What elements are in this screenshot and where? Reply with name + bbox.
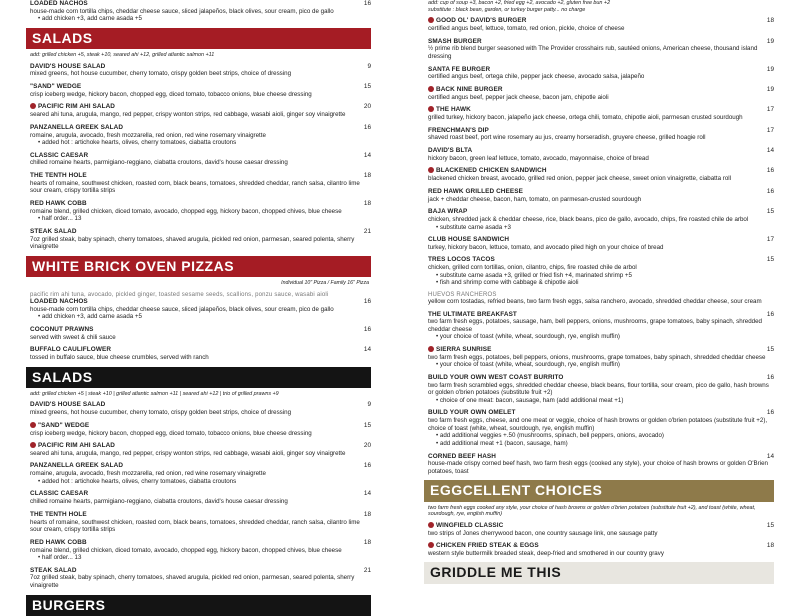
menu-item xyxy=(428,66,774,81)
item-name xyxy=(428,17,774,25)
item-name-text: PANZANELLA GREEK SALAD xyxy=(30,462,124,470)
item-name-text: RED HAWK GRILLED CHEESE xyxy=(428,187,523,195)
item-desc: grilled turkey, hickory bacon, jalapeño jack cheese, ortega chili, tomato, chipotle aioli, parmesan crusted sourdough xyxy=(428,114,743,122)
item-name-text: BLACKENED CHICKEN SANDWICH xyxy=(436,167,547,175)
item-price: 15 xyxy=(766,521,774,529)
item-name-text: TRES LOCOS TACOS xyxy=(428,256,495,264)
item-desc: seared ahi tuna, arugula, mango, red pepper, crispy wonton strips, red cabbage, wasabi aioli, ginger soy vinaigrette xyxy=(30,449,346,457)
menu-item xyxy=(428,17,774,32)
item-desc: two farm fresh eggs, potatoes, sausage, ham, bell peppers, onions, mushrooms, grape tomatoes, baby spinach, shredded cheddar cheese xyxy=(428,318,762,333)
item-desc: chicken, shredded jack & cheddar cheese, rice, black beans, pico de gallo, avocado, chips, fire roasted chile de arbol xyxy=(428,215,749,223)
item-price: 9 xyxy=(367,62,371,70)
item-desc: two strips of Jones cherrywood bacon, one country sausage link, one sausage patty xyxy=(428,529,658,537)
item-desc: blackened chicken breast, avocado, grilled red onion, pepper jack cheese, sweet onion vinaigrette, ciabatta roll xyxy=(428,175,732,183)
item-desc: 7oz grilled steak, baby spinach, cherry tomatoes, shaved arugula, pickled red onion, parmesan, seared polenta, sherry vinaigrette xyxy=(30,235,355,251)
item-name-text: THE TENTH HOLE xyxy=(30,172,87,180)
item-name xyxy=(30,228,371,236)
item-price: 16 xyxy=(363,0,371,7)
item-name xyxy=(30,124,371,132)
item-price: 16 xyxy=(766,187,774,195)
item-name-text: CLUB HOUSE SANDWICH xyxy=(428,236,510,244)
item-sub: • added hot : artichoke hearts, olives, cherry tomatoes, ciabatta croutons xyxy=(38,477,237,485)
item-name-text: SMASH BURGER xyxy=(428,37,482,45)
item-desc: yellow corn tostadas, refried beans, two farm fresh eggs, salsa ranchero, avocado, shredded cheddar cheese, sour cream xyxy=(428,297,762,305)
menu-item xyxy=(30,298,371,321)
item-desc: 7oz grilled steak, baby spinach, cherry tomatoes, shaved arugula, pickled red onion, parmesan, seared polenta, sherry vinaigrette xyxy=(30,574,355,590)
menu-item xyxy=(428,38,774,61)
item-name xyxy=(428,86,774,94)
item-name xyxy=(30,490,371,498)
item-sub: • add chicken +3, add carne asada +5 xyxy=(38,313,142,321)
signature-dot-icon xyxy=(428,106,434,112)
item-name xyxy=(30,346,371,354)
menu-item xyxy=(30,422,371,437)
item-desc: chicken, grilled corn tortillas, onion, cilantro, chips, fire roasted chile de arbol xyxy=(428,264,637,272)
signature-dot-icon xyxy=(428,86,434,92)
item-sub: • added hot : artichoke hearts, olives, cherry tomatoes, ciabatta croutons xyxy=(38,139,237,147)
item-name-text: CLASSIC CAESAR xyxy=(30,151,89,159)
item-name xyxy=(428,167,774,175)
salads-list xyxy=(0,63,385,251)
menu-item xyxy=(30,346,371,361)
item-sub: • choice of one meat: bacon, sausage, ham (add additional meat +1) xyxy=(436,396,624,404)
item-name xyxy=(428,127,774,135)
item-name xyxy=(30,83,371,91)
item-price: 18 xyxy=(363,199,371,207)
item-desc: house-made corn tortilla chips, cheddar cheese sauce, sliced jalapeños, black olives, sour cream, pico de gallo xyxy=(30,7,334,15)
item-sub: • add additional veggies +.50 (mushrooms, spinach, bell peppers, onions, avocado) • add additional meat +1 (bacon, sausage, ham) xyxy=(436,432,664,447)
item-name-text: BACK NINE BURGER xyxy=(436,85,503,93)
item-name xyxy=(30,103,371,111)
item-desc: two farm fresh scrambled eggs, shredded cheddar cheese, black beans, flour tortilla, sour cream, pico de gallo, hash browns or golden o'brien potatoes (substitute fruit +2) xyxy=(428,381,769,397)
item-price: 9 xyxy=(367,401,371,409)
item-price: 15 xyxy=(766,208,774,216)
menu-item xyxy=(30,152,371,167)
item-name xyxy=(30,511,371,519)
item-desc: certified angus beef, lettuce, tomato, red onion, pickle, choice of cheese xyxy=(428,25,625,32)
item-name xyxy=(428,311,774,319)
signature-dot-icon xyxy=(428,522,434,528)
item-desc: house-made crispy corned beef hash, two farm fresh eggs (cooked any style), your choice of hash browns or golden O'Brien potatoes, toast xyxy=(428,460,768,475)
appetizer-list xyxy=(0,298,385,362)
item-name xyxy=(30,63,371,71)
item-price: 15 xyxy=(363,421,371,429)
burger-add-note: add: cup of soup +3, bacon +2, fried egg +2, avocado +2, gluten free bun +2 xyxy=(428,0,611,6)
menu-item xyxy=(428,188,774,203)
item-sub: • substitute carne asada +3 xyxy=(436,223,511,231)
cut-off-text: pacific rim ahi tuna, avocado, pickled ginger, toasted sesame seeds, scallions, ponzu sauce, wasabi aioli xyxy=(30,292,329,298)
item-desc: mixed greens, hot house cucumber, cherry tomato, crispy golden beet strips, choice of dressing xyxy=(30,409,292,417)
menu-item xyxy=(30,326,371,341)
item-name: LOADED NACHOS xyxy=(30,0,88,7)
menu-item xyxy=(428,374,774,405)
menu-item xyxy=(30,103,371,118)
menu-item xyxy=(428,127,774,142)
menu-item xyxy=(30,567,371,590)
item-desc: hearts of romaine, southwest chicken, roasted corn, black beans, tomatoes, shredded cheddar, ranch salsa, cilantro lime sour cream, crispy tortilla strips xyxy=(30,179,360,195)
item-price: 16 xyxy=(363,325,371,333)
salads-list-2 xyxy=(0,401,385,589)
item-price: 19 xyxy=(766,85,774,93)
item-desc: romaine, arugula, avocado, fresh mozzarella, red onion, red wine rosemary vinaigrette xyxy=(30,470,266,478)
signature-dot-icon xyxy=(428,542,434,548)
item-price: 18 xyxy=(363,172,371,180)
menu-item xyxy=(30,228,371,251)
item-price: 16 xyxy=(363,462,371,470)
menu-item xyxy=(428,522,774,537)
menu-item xyxy=(428,147,774,162)
item-price: 17 xyxy=(766,126,774,134)
burger-sub-note: substitute : black bean, garden, or turkey burger patty... no charge xyxy=(428,6,586,13)
burgers-sandwiches-list xyxy=(428,17,774,287)
signature-dot-icon xyxy=(428,17,434,23)
item-name xyxy=(30,422,371,430)
item-price: 15 xyxy=(363,82,371,90)
item-sub: • substitute carne asada +3, grilled or fried fish +4, marinated shrimp +5 • fish and shrimp come with cabbage & chipotle aioli xyxy=(436,271,632,287)
item-price: 18 xyxy=(766,17,774,25)
menu-page-upper-left xyxy=(0,0,385,292)
item-price: 15 xyxy=(766,346,774,353)
item-price: 16 xyxy=(766,373,774,381)
item-name xyxy=(30,539,371,547)
item-name xyxy=(428,453,774,461)
item-name-text: THE ULTIMATE BREAKFAST xyxy=(428,310,517,318)
item-name-text: SIERRA SUNRISE xyxy=(436,346,492,353)
menu-item xyxy=(428,346,774,369)
menu-page-lower-left xyxy=(0,292,385,613)
cut-off-text-right: HUEVOS RANCHEROS xyxy=(428,291,497,298)
item-name-text: THE TENTH HOLE xyxy=(30,510,87,518)
item-name xyxy=(428,147,774,155)
signature-dot-icon xyxy=(428,346,434,352)
item-desc: chilled romaine hearts, parmigiano-reggiano, ciabatta croutons, david's house caesar dressing xyxy=(30,159,288,167)
item-name-text: WINGFIELD CLASSIC xyxy=(436,521,504,529)
item-desc: chilled romaine hearts, parmigiano-reggiano, ciabatta croutons, david's house caesar dressing xyxy=(30,498,288,506)
item-price: 19 xyxy=(766,65,774,73)
burgers-header: BURGERS xyxy=(26,595,371,616)
item-desc: tossed in buffalo sauce, blue cheese crumbles, served with ranch xyxy=(30,354,209,362)
item-price: 19 xyxy=(766,37,774,45)
item-name-text: DAVID'S HOUSE SALAD xyxy=(30,62,106,70)
item-price: 14 xyxy=(363,490,371,498)
item-price: 18 xyxy=(363,538,371,546)
menu-item xyxy=(30,511,371,534)
item-name xyxy=(428,66,774,74)
item-desc: turkey, hickory bacon, lettuce, tomato, and avocado piled high on your choice of bread xyxy=(428,243,664,251)
signature-dot-icon xyxy=(30,422,36,428)
signature-dot-icon xyxy=(428,167,434,173)
item-name-text: "SAND" WEDGE xyxy=(30,82,82,90)
menu-item xyxy=(30,490,371,505)
item-price: 14 xyxy=(766,452,774,460)
item-name xyxy=(428,522,774,530)
menu-item xyxy=(30,442,371,457)
item-name xyxy=(428,346,774,354)
eggcellent-list xyxy=(428,522,774,558)
item-price: 17 xyxy=(766,236,774,244)
item-desc: seared ahi tuna, arugula, mango, red pepper, crispy wonton strips, red cabbage, wasabi aioli, ginger soy vinaigrette xyxy=(30,111,346,119)
menu-item xyxy=(30,124,371,147)
item-name xyxy=(428,188,774,196)
item-name-text: PACIFIC RIM AHI SALAD xyxy=(38,103,116,111)
item-name xyxy=(428,374,774,382)
item-desc: hearts of romaine, southwest chicken, roasted corn, black beans, tomatoes, shredded cheddar, ranch salsa, cilantro lime sour cream, crispy tortilla strips xyxy=(30,518,360,534)
item-price: 14 xyxy=(363,346,371,354)
item-name-text: BUILD YOUR OWN WEST COAST BURRITO xyxy=(428,373,564,381)
item-sub: • your choice of toast (white, wheat, sourdough, rye, english muffin) xyxy=(436,333,620,341)
item-name-text: STEAK SALAD xyxy=(30,227,77,235)
item-name xyxy=(30,172,371,180)
item-desc: crisp iceberg wedge, hickory bacon, chopped egg, diced tomato, tobacco onions, blue cheese dressing xyxy=(30,429,312,437)
item-desc: two farm fresh eggs, potatoes, bell peppers, onions, mushrooms, grape tomatoes, baby spinach, shredded cheddar cheese xyxy=(428,353,766,361)
item-desc: romaine blend, grilled chicken, diced tomato, avocado, chopped egg, hickory bacon, chopped chives, blue cheese xyxy=(30,546,342,554)
item-price: 14 xyxy=(363,151,371,159)
item-price: 16 xyxy=(766,167,774,175)
item-price: 16 xyxy=(363,123,371,131)
item-sub: • half order... 13 xyxy=(38,554,82,562)
menu-item xyxy=(30,200,371,223)
item-name-text: RED HAWK COBB xyxy=(30,538,87,546)
item-price: 18 xyxy=(766,542,774,550)
menu-item xyxy=(30,63,371,78)
menu-item xyxy=(428,106,774,121)
item-price: 16 xyxy=(766,409,774,417)
item-sub: • add chicken +3, add carne asada +5 xyxy=(38,15,142,23)
salads-header-2: SALADS xyxy=(26,367,371,388)
item-name xyxy=(30,326,371,334)
menu-item xyxy=(30,83,371,98)
menu-item xyxy=(428,542,774,557)
item-price: 21 xyxy=(363,227,371,235)
item-price: 15 xyxy=(766,256,774,264)
item-desc: hickory bacon, green leaf lettuce, tomato, avocado, mayonnaise, choice of bread xyxy=(428,154,649,162)
item-name-text: COCONUT PRAWNS xyxy=(30,325,94,333)
eggcellent-header: EGGCELLENT CHOICES xyxy=(424,480,774,501)
item-price: 16 xyxy=(766,310,774,318)
griddle-header: GRIDDLE ME THIS xyxy=(424,562,774,583)
item-desc: served with sweet & chili sauce xyxy=(30,333,116,341)
item-name xyxy=(428,409,774,417)
item-name xyxy=(30,152,371,160)
item-name-text: DAVID'S HOUSE SALAD xyxy=(30,401,106,409)
item-desc: romaine, arugula, avocado, fresh mozzarella, red onion, red wine rosemary vinaigrette xyxy=(30,131,266,139)
item-desc: western style buttermilk breaded steak, deep-fried and smothered in our country gravy xyxy=(428,549,664,557)
menu-item xyxy=(428,298,774,306)
item-desc: ½ prime rib blend burger seasoned with The Provider crosshairs rub, sautéed onions, American cheese, thousand island dressing xyxy=(428,45,758,60)
menu-item xyxy=(428,208,774,231)
item-name-text: SANTA FE BURGER xyxy=(428,65,491,73)
menu-item xyxy=(428,409,774,447)
item-name xyxy=(428,256,774,264)
item-name xyxy=(428,38,774,46)
item-desc: two farm fresh eggs, cheese, and one meat or veggie, choice of hash browns or golden o'brien potatoes (substitute fruit +2), choice of toast (white, wheat, sourdough, rye, english muffin) xyxy=(428,417,768,432)
item-name-text: DAVID'S BLTA xyxy=(428,147,473,154)
signature-dot-icon xyxy=(30,103,36,109)
menu-item xyxy=(428,453,774,476)
item-name-text: "SAND" WEDGE xyxy=(38,421,90,429)
item-price: 17 xyxy=(766,106,774,114)
eggcellent-note: two farm fresh eggs cooked any style, your choice of hash browns or golden o'brien potatoes (substitute fruit +2), and toast (white, wheat, sourdough, rye, english muffin) xyxy=(428,504,756,518)
menu-item xyxy=(30,172,371,195)
item-name xyxy=(428,106,774,114)
menu-item xyxy=(30,401,371,416)
menu-item-loaded-nachos xyxy=(0,0,385,23)
item-name xyxy=(30,442,371,450)
item-name-text: CLASSIC CAESAR xyxy=(30,490,89,498)
item-price: 21 xyxy=(363,566,371,574)
item-name-text: FRENCHMAN'S DIP xyxy=(428,126,489,134)
item-price: 14 xyxy=(766,147,774,154)
menu-item xyxy=(428,86,774,101)
item-price: 16 xyxy=(363,298,371,305)
item-name-text: BUFFALO CAULIFLOWER xyxy=(30,346,112,354)
item-name xyxy=(30,200,371,208)
item-desc: certified angus beef, ortega chile, pepper jack cheese, avocado salsa, jalapeño xyxy=(428,73,645,81)
item-desc: jack + cheddar cheese, bacon, ham, tomato, on parmesan-crusted sourdough xyxy=(428,195,642,203)
item-sub: • half order... 13 xyxy=(38,215,82,223)
menu-item xyxy=(428,256,774,287)
item-name-text: BAJA WRAP xyxy=(428,208,468,216)
item-desc: mixed greens, hot house cucumber, cherry tomato, crispy golden beet strips, choice of dressing xyxy=(30,70,292,78)
item-name xyxy=(30,567,371,575)
item-name-text: THE HAWK xyxy=(436,106,471,114)
item-name-text: PACIFIC RIM AHI SALAD xyxy=(38,442,116,450)
item-name xyxy=(428,208,774,216)
breakfast-list xyxy=(428,298,774,476)
item-name-text: RED HAWK COBB xyxy=(30,199,87,207)
item-name-text: CHICKEN FRIED STEAK & EGGS xyxy=(436,542,539,550)
item-name-text: CORNED BEEF HASH xyxy=(428,452,496,460)
item-name xyxy=(30,462,371,470)
item-desc: romaine blend, grilled chicken, diced tomato, avocado, chopped egg, hickory bacon, chopped chives, blue cheese xyxy=(30,207,342,215)
item-name xyxy=(30,298,371,306)
menu-item xyxy=(428,236,774,251)
menu-page-right xyxy=(428,0,774,600)
menu-item xyxy=(30,462,371,485)
item-name-text: GOOD OL' DAVID'S BURGER xyxy=(436,17,527,25)
item-name xyxy=(30,401,371,409)
salads-note: add: grilled chicken +5, steak +10, seared ahi +12, grilled atlantic salmon +11 xyxy=(30,52,215,59)
item-name-text: PANZANELLA GREEK SALAD xyxy=(30,123,124,131)
item-sub: • your choice of toast (white, wheat, sourdough, rye, english muffin) xyxy=(436,361,620,369)
salads-note-2: add: grilled chicken +5 | steak +10 | grilled atlantic salmon +11 | seared ahi +12 | trio of grilled prawns +9 xyxy=(30,390,279,397)
signature-dot-icon xyxy=(30,442,36,448)
item-desc: house-made corn tortilla chips, cheddar cheese sauce, sliced jalapeños, black olives, sour cream, pico de gallo xyxy=(30,305,334,313)
item-desc: shaved roast beef, port wine rosemary au jus, creamy horseradish, gruyere cheese, grilled hoagie roll xyxy=(428,134,706,142)
item-price: 20 xyxy=(363,103,371,111)
item-price: 18 xyxy=(363,510,371,518)
pizza-header: WHITE BRICK OVEN PIZZAS xyxy=(26,256,371,277)
menu-item xyxy=(428,167,774,182)
item-name-text: STEAK SALAD xyxy=(30,566,77,574)
item-name xyxy=(428,542,774,550)
item-name-text: LOADED NACHOS xyxy=(30,298,88,305)
menu-item xyxy=(428,311,774,342)
pizza-size-note: Individual 10" Pizza / Family 16" Pizza xyxy=(281,279,369,286)
item-desc: certified angus beef, pepper jack cheese, bacon jam, chipotle aioli xyxy=(428,93,609,101)
item-price: 20 xyxy=(363,442,371,450)
item-name-text: BUILD YOUR OWN OMELET xyxy=(428,409,516,417)
salads-header: SALADS xyxy=(26,28,371,49)
menu-item xyxy=(30,539,371,562)
item-desc: crisp iceberg wedge, hickory bacon, chopped egg, diced tomato, tobacco onions, blue cheese dressing xyxy=(30,90,312,98)
item-name xyxy=(428,236,774,244)
